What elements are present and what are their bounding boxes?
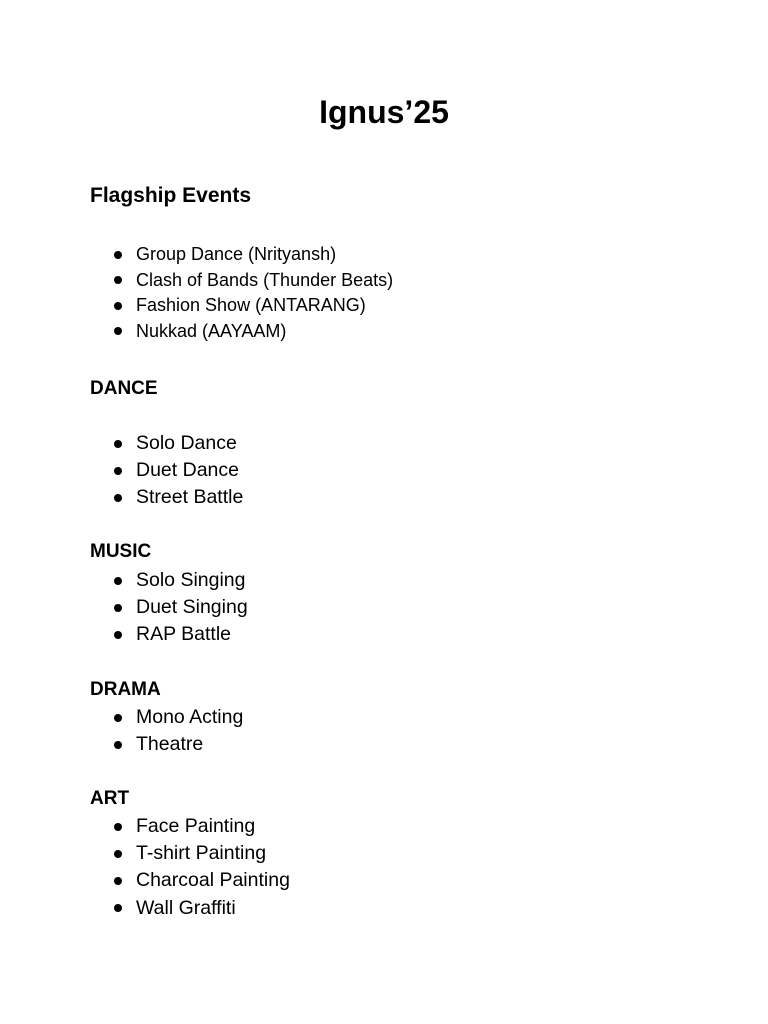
- list-item: [110, 840, 290, 867]
- list-item-text: Group Dance (Nrityansh): [136, 244, 337, 264]
- bullet-icon: [114, 604, 122, 612]
- list-item: [110, 319, 393, 345]
- section-heading-dance: DANCE: [90, 378, 158, 399]
- list-item-text: Duet Dance: [136, 459, 239, 482]
- list-item: [110, 895, 290, 922]
- list-item: [110, 731, 243, 758]
- list-item-text: Face Painting: [136, 815, 256, 837]
- bullet-icon: [114, 714, 122, 722]
- list-item: [110, 567, 248, 594]
- list-item: [110, 430, 243, 457]
- section-heading-flagship-events: Flagship Events: [90, 184, 252, 207]
- list-item-text: Fashion Show (ANTARANG): [136, 295, 366, 315]
- list-item-text: Charcoal Painting: [136, 869, 290, 892]
- bullet-icon: [114, 741, 122, 749]
- bullet-icon: [114, 276, 122, 284]
- art-list: [110, 813, 290, 922]
- flagship-events-list: [110, 242, 393, 344]
- drama-list: [110, 704, 243, 758]
- bullet-icon: [114, 850, 122, 858]
- list-item-text: Duet Singing: [136, 596, 248, 619]
- bullet-icon: [114, 302, 122, 310]
- list-item: [110, 484, 243, 511]
- list-item-text: Street Battle: [136, 486, 244, 509]
- section-heading-drama: DRAMA: [90, 679, 161, 700]
- list-item-text: Nukkad (AAYAAM): [136, 320, 287, 341]
- list-item-text: Clash of Bands (Thunder Beats): [136, 269, 394, 290]
- list-item-text: Theatre: [136, 733, 204, 756]
- list-item: [110, 293, 393, 319]
- bullet-icon: [114, 904, 122, 912]
- list-item-text: Solo Dance: [136, 432, 237, 454]
- bullet-icon: [114, 440, 122, 448]
- list-item: [110, 813, 290, 840]
- bullet-icon: [114, 467, 122, 475]
- bullet-icon: [114, 251, 122, 259]
- bullet-icon: [114, 823, 122, 831]
- list-item-text: RAP Battle: [136, 623, 232, 646]
- bullet-icon: [114, 631, 122, 639]
- music-list: [110, 567, 248, 649]
- bullet-icon: [114, 327, 122, 335]
- list-item-text: Solo Singing: [136, 569, 246, 591]
- list-item-text: Mono Acting: [136, 706, 244, 728]
- section-heading-music: MUSIC: [90, 541, 152, 562]
- bullet-icon: [114, 877, 122, 885]
- list-item: [110, 621, 248, 648]
- list-item: [110, 457, 243, 484]
- bullet-icon: [114, 577, 122, 585]
- document-title: Ignus’25: [319, 94, 449, 130]
- list-item: [110, 867, 290, 894]
- list-item: [110, 594, 248, 621]
- list-item: [110, 704, 243, 731]
- list-item: [110, 268, 393, 294]
- section-heading-art: ART: [90, 788, 130, 809]
- dance-list: [110, 430, 243, 512]
- bullet-icon: [114, 494, 122, 502]
- list-item-text: T-shirt Painting: [136, 842, 267, 865]
- list-item-text: Wall Graffiti: [136, 896, 236, 919]
- list-item: [110, 242, 393, 268]
